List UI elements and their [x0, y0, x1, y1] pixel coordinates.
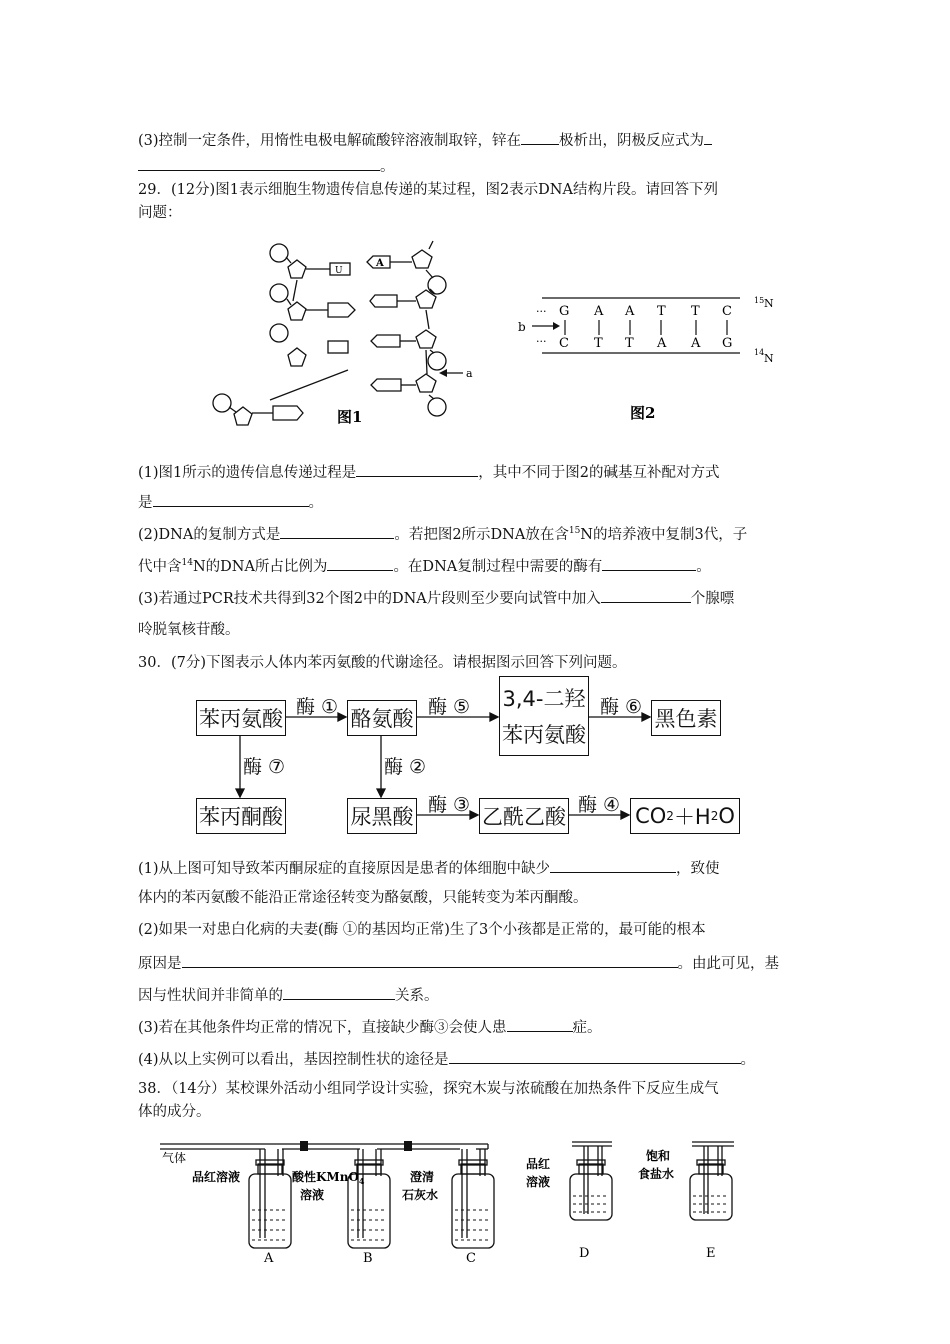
answer-blank[interactable] [182, 953, 678, 968]
q30-part4: (4)从以上实例可以看出，基因控制性状的途径是 。 [138, 1049, 755, 1070]
phosphate-circle [270, 244, 288, 262]
bottle-c-label: C [466, 1251, 476, 1262]
svg-text:···: ··· [536, 305, 547, 318]
svg-text:N: N [764, 352, 774, 365]
bottle-b-reagent-2: 溶液 [300, 1188, 325, 1202]
bottle-e-reagent: 饱和 [646, 1149, 671, 1163]
q28-part3-line2: 。 [138, 156, 395, 177]
answer-blank[interactable] [507, 1017, 573, 1032]
tag-top: A [376, 258, 384, 269]
base-bottom-2: T [594, 336, 603, 351]
bottle-c-reagent: 澄清 [410, 1170, 435, 1184]
answer-blank[interactable] [283, 985, 395, 1000]
bottle-c-reagent-2: 石灰水 [402, 1188, 439, 1202]
answer-blank[interactable] [356, 462, 478, 477]
label-a: a [466, 367, 473, 380]
isotope-14: 14 [754, 348, 765, 357]
figure-2-dna-fragment [510, 290, 800, 430]
base-bottom-6: G [722, 336, 733, 351]
q38-title-cont: 体的成分。 [138, 1104, 211, 1120]
q30-title: 30．(7分)下图表示人体内苯丙氨酸的代谢途径。请根据图示回答下列问题。 [138, 655, 627, 671]
box-acetoacetate: 乙酰乙酸 [479, 798, 569, 834]
box-phenylalanine: 苯丙氨酸 [196, 700, 286, 736]
apparatus-d [520, 1132, 650, 1262]
bottle-e-label: E [706, 1246, 716, 1261]
svg-text:···: ··· [536, 335, 547, 348]
enzyme-3-label: 酶 ③ [428, 794, 471, 816]
box-melanin: 黑色素 [651, 700, 721, 736]
q30-part1-line2: 体内的苯丙氨酸不能沿正常途径转变为酪氨酸，只能转变为苯丙酮酸。 [138, 890, 588, 906]
answer-blank[interactable] [704, 130, 712, 145]
base-bottom-3: T [625, 336, 634, 351]
bottle-d-label: D [579, 1246, 590, 1261]
base-top-4: T [657, 304, 666, 319]
figure-1-caption: 图1 [337, 408, 363, 426]
q30-part1-line1: (1)从上图可知导致苯丙酮尿症的直接原因是患者的体细胞中缺少 ，致使 [138, 858, 720, 879]
base-top-3: A [625, 304, 635, 319]
q30-part2-line2: 原因是 。由此可见，基 [138, 953, 779, 974]
bottle-b-label: B [363, 1251, 373, 1262]
answer-blank[interactable] [601, 588, 691, 603]
bottle-a-reagent: 品红溶液 [192, 1170, 241, 1184]
q38-title: 38．（14分）某校课外活动小组同学设计实验，探究木炭与浓硫酸在加热条件下反应生成气 [138, 1081, 719, 1097]
figure-2-caption: 图2 [630, 404, 656, 422]
answer-blank[interactable] [153, 492, 309, 507]
base-top-6: C [722, 304, 732, 319]
enzyme-1-label: 酶 ① [296, 696, 339, 718]
q30-part3: (3)若在其他条件均正常的情况下，直接缺少酶③会使人患 症。 [138, 1017, 602, 1038]
apparatus-abc [160, 1132, 500, 1262]
q29-part3-line1: (3)若通过PCR技术共得到32个图2中的DNA片段则至少要向试管中加入 个腺嘌 [138, 588, 734, 609]
q30-part2-line3: 因与性状间并非简单的 关系。 [138, 985, 439, 1006]
enzyme-4-label: 酶 ④ [578, 794, 621, 816]
tag-u: U [335, 266, 343, 276]
base-bottom-5: A [691, 336, 701, 351]
bottle-b [348, 1174, 390, 1248]
enzyme-6-label: 酶 ⑥ [600, 696, 643, 718]
apparatus-e [634, 1132, 764, 1262]
answer-blank[interactable] [521, 130, 559, 145]
gas-label: 气体 [162, 1151, 187, 1165]
bottle-d-reagent-2: 溶液 [526, 1175, 551, 1189]
answer-blank[interactable] [602, 556, 696, 571]
answer-blank[interactable] [280, 524, 394, 539]
base-top-2: A [594, 304, 604, 319]
bottle-e [690, 1174, 732, 1220]
base-top-5: T [691, 304, 700, 319]
q29-part3-line2: 呤脱氧核苷酸。 [138, 622, 240, 638]
bottle-a-label: A [264, 1251, 274, 1262]
bottle-d-reagent: 品红 [526, 1157, 551, 1171]
q29-title: 29．(12分)图1表示细胞生物遗传信息传递的某过程，图2表示DNA结构片段。请回答下列 [138, 182, 718, 198]
base-top-1: G [559, 304, 570, 319]
box-phenylpyruvate: 苯丙酮酸 [196, 798, 286, 834]
isotope-15: 15 [754, 296, 765, 305]
base-bottom-4: A [657, 336, 667, 351]
base-left-2 [328, 303, 355, 317]
answer-blank[interactable] [550, 858, 676, 873]
bottle-d [570, 1174, 612, 1220]
q30-part2-line1: (2)如果一对患白化病的夫妻(酶 ①的基因均正常)生了3个小孩都是正常的，最可能的根本 [138, 922, 706, 938]
box-co2-h2o: CO 2 ＋H 2 O [630, 798, 740, 834]
figure-1-transcription [205, 235, 495, 435]
answer-blank[interactable] [138, 156, 380, 171]
q29-part2-line1: (2)DNA的复制方式是 。若把图2所示DNA放在含$^{15}$N的培养液中复制3代，子 [138, 524, 747, 545]
svg-text:N: N [764, 297, 774, 310]
label-b: b [518, 320, 526, 334]
answer-blank[interactable] [449, 1049, 741, 1064]
q29-part2-line2: 代中含$^{14}$N的DNA所占比例为 。在DNA复制过程中需要的酶有 。 [138, 556, 711, 577]
enzyme-2-label: 酶 ② [384, 756, 427, 778]
box-dopa: 3,4-二羟 苯丙氨酸 [499, 676, 589, 756]
q29-part1-line1: (1)图1所示的遗传信息传递过程是 ，其中不同于图2的碱基互补配对方式 [138, 462, 720, 483]
bottle-c [452, 1174, 494, 1248]
enzyme-7-label: 酶 ⑦ [243, 756, 286, 778]
q28-part3-line1: (3)控制一定条件，用惰性电极电解硫酸锌溶液制取锌，锌在 极析出，阴极反应式为 [138, 130, 712, 151]
bottle-b-reagent: 酸性KMnO$_4$ [292, 1170, 365, 1186]
enzyme-5-label: 酶 ⑤ [428, 696, 471, 718]
bottle-a [249, 1174, 291, 1248]
q29-part1-line2: 是 。 [138, 492, 323, 513]
box-tyrosine: 酪氨酸 [347, 700, 417, 736]
base-bottom-1: C [559, 336, 569, 351]
box-homogentisate: 尿黑酸 [347, 798, 417, 834]
q29-title-cont: 问题： [138, 205, 182, 221]
answer-blank[interactable] [327, 556, 393, 571]
bottle-e-reagent-2: 食盐水 [638, 1167, 675, 1181]
